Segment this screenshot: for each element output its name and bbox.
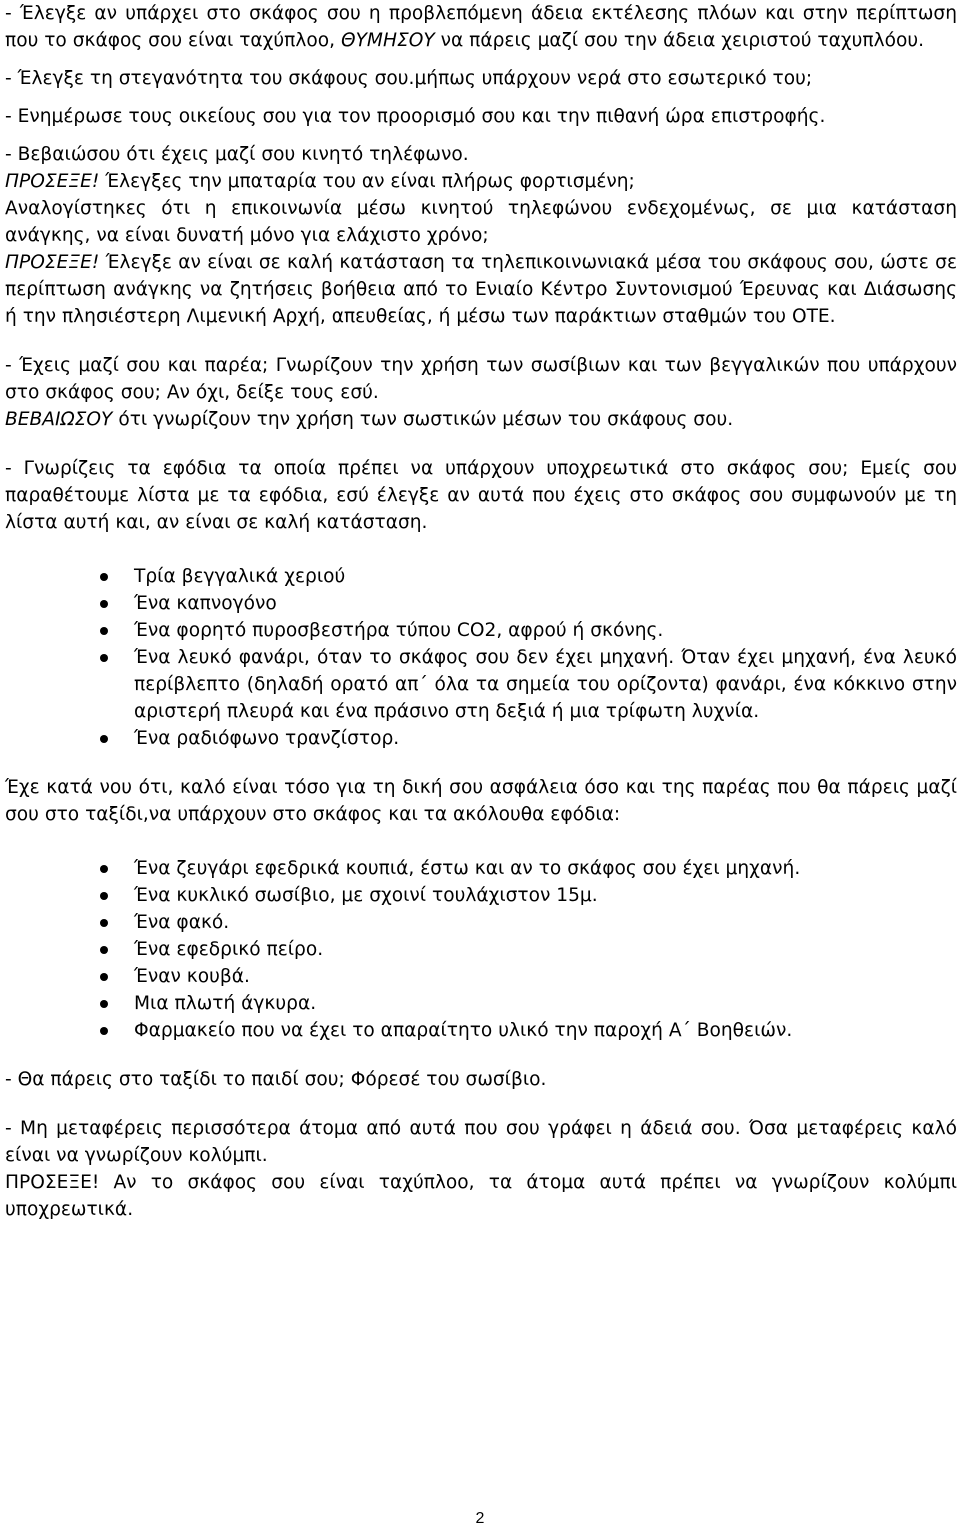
list-item: Τρία βεγγαλικά χεριού (5, 563, 957, 590)
list-item: Ένα λευκό φανάρι, όταν το σκάφος σου δεν έχει μηχανή. Όταν έχει μηχανή, ένα λευκό περίβλεπτο (δηλαδή ορατό απ΄ όλα τα σημεία του ορίζοντα) φανάρι, ένα κόκκινο στην αριστερή πλευρά και ένα πράσινο στη δεξιά ή μια τρίφωτη λυχνία. (5, 644, 957, 725)
paragraph-recommended-supplies: Έχε κατά νου ότι, καλό είναι τόσο για τη δική σου ασφάλεια όσο και της παρέας που θα πάρεις μαζί σου στο ταξίδι,να υπάρχουν στο σκάφος και τα ακόλουθα εφόδια: (5, 777, 957, 825)
list-item: Ένα ζευγάρι εφεδρικά κουπιά, έστω και αν το σκάφος σου έχει μηχανή. (5, 855, 957, 882)
list-item: Φαρμακείο που να έχει το απαραίτητο υλικό την παροχή Α΄ Βοηθειών. (5, 1017, 957, 1044)
paragraph-telecom-warning: ΠΡΟΣΕΞΕ! Έλεγξε αν είναι σε καλή κατάσταση τα τηλεπικοινωνιακά μέσα του σκάφους σου, ώστε σε περίπτωση ανάγκης να ζητήσεις βοήθεια από το Ενιαίο Κέντρο Συντονισμού Έρευνας και Διάσωσης ή την πλησιέστερη Λιμενική Αρχή, απευθείας, ή μέσω των παράκτιων σταθμών του ΟΤΕ. (5, 252, 957, 327)
paragraph-inform-family: - Ενημέρωσε τους οικείους σου για τον προορισμό σου και την πιθανή ώρα επιστροφής. (5, 106, 826, 127)
list-item: Ένα φορητό πυροσβεστήρα τύπου CO2, αφρού ή σκόνης. (5, 617, 957, 644)
document-page (5, 0, 957, 1223)
mandatory-supplies-list (5, 563, 957, 752)
paragraph-mandatory-supplies: - Γνωρίζεις τα εφόδια τα οποία πρέπει να υπάρχουν υποχρεωτικά στο σκάφος σου; Εμείς σου παραθέτουμε λίστα με τα εφόδια, εσύ έλεγξε αν αυτά που έχεις στο σκάφος σου συμφωνούν με τη λίστα αυτή και, αν είναι σε καλή κατάσταση. (5, 458, 957, 533)
paragraph-passenger-limit: - Μη μεταφέρεις περισσότερα άτομα από αυτά που σου γράφει η άδειά σου. Όσα μεταφέρεις καλό είναι να γνωρίζουν κολύμπι. (5, 1118, 957, 1166)
warning-emphasis: ΠΡΟΣΕΞΕ! (5, 171, 100, 192)
paragraph-license-check: - Έλεγξε αν υπάρχει στο σκάφος σου η προβλεπόμενη άδεια εκτέλεσης πλόων και στην περίπτωση που το σκάφος σου είναι ταχύπλοο, ΘΥΜΗΣΟΥ να πάρεις μαζί σου την άδεια χειριστού ταχυπλόου. (5, 3, 957, 51)
paragraph-swimming-warning: ΠΡΟΣΕΞΕ! Αν το σκάφος σου είναι ταχύπλοο, τα άτομα αυτά πρέπει να γνωρίζουν κολύμπι υποχρεωτικά. (5, 1172, 957, 1220)
list-item: Ένα καπνογόνο (5, 590, 957, 617)
list-item: Ένα εφεδρικό πείρο. (5, 936, 957, 963)
page-number: 2 (475, 1510, 485, 1527)
make-sure-emphasis: ΒΕΒΑΙΩΣΟΥ (5, 409, 113, 430)
paragraph-mobile-phone: - Βεβαιώσου ότι έχεις μαζί σου κινητό τηλέφωνο. (5, 144, 469, 165)
list-item: Έναν κουβά. (5, 963, 957, 990)
list-item: Ένα φακό. (5, 909, 957, 936)
recommended-supplies-list (5, 855, 957, 1044)
paragraph-child-lifejacket: - Θα πάρεις στο ταξίδι το παιδί σου; Φόρεσέ του σωσίβιο. (5, 1069, 547, 1090)
list-item: Ένα ραδιόφωνο τρανζίστορ. (5, 725, 957, 752)
list-item: Μια πλωτή άγκυρα. (5, 990, 957, 1017)
paragraph-watertightness: - Έλεγξε τη στεγανότητα του σκάφους σου.μήπως υπάρχουν νερά στο εσωτερικό του; (5, 68, 813, 89)
paragraph-make-sure: ΒΕΒΑΙΩΣΟΥ ότι γνωρίζουν την χρήση των σωστικών μέσων του σκάφους σου. (5, 409, 734, 430)
paragraph-company-safety: - Έχεις μαζί σου και παρέα; Γνωρίζουν την χρήση των σωσίβιων και των βεγγαλικών που υπάρχουν στο σκάφος σου; Αν όχι, δείξε τους εσύ. (5, 355, 957, 403)
paragraph-battery-warning: ΠΡΟΣΕΞΕ! Έλεγξες την μπαταρία του αν είναι πλήρως φορτισμένη; (5, 171, 635, 192)
list-item: Ένα κυκλικό σωσίβιο, με σχοινί τουλάχιστον 15μ. (5, 882, 957, 909)
remember-emphasis: ΘΥΜΗΣΟΥ (340, 30, 435, 51)
paragraph-mobile-limitations: Αναλογίστηκες ότι η επικοινωνία μέσω κινητού τηλεφώνου ενδεχομένως, σε μια κατάσταση ανάγκης, να είναι δυνατή μόνο για ελάχιστο χρόνο; (5, 198, 957, 246)
warning-emphasis: ΠΡΟΣΕΞΕ! (5, 252, 100, 273)
